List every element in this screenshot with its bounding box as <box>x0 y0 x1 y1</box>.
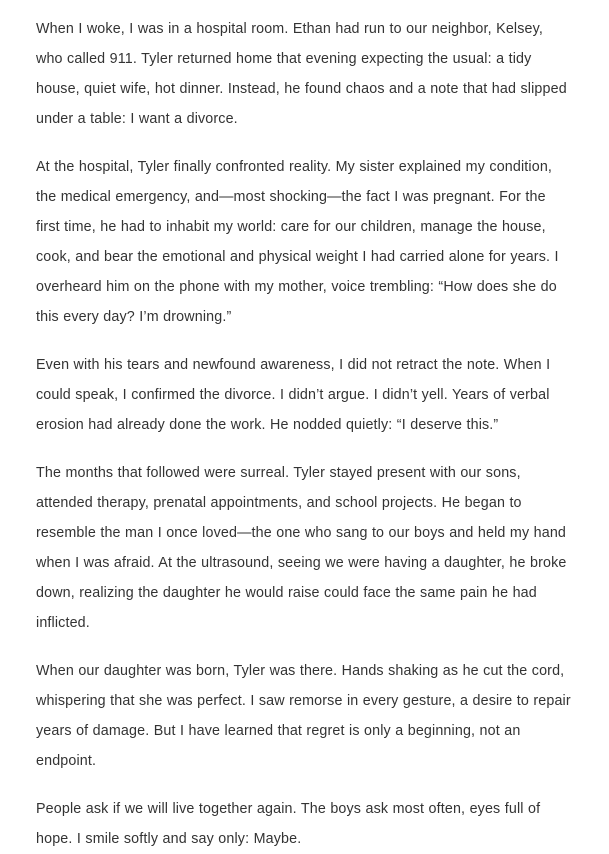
paragraph: People ask if we will live together again. The boys ask most often, eyes full of hope. I smile softly and say only: Maybe. <box>36 801 541 847</box>
paragraph: When our daughter was born, Tyler was there. Hands shaking as he cut the cord, whispering that she was perfect. I saw remorse in every gesture, a desire to repair years of damage. But I have learned that regret is only a beginning, not an endpoint. <box>36 663 571 769</box>
paragraph: The months that followed were surreal. Tyler stayed present with our sons, attended therapy, prenatal appointments, and school projects. He began to resemble the man I once loved—the one who sang to our boys and held my hand when I was afraid. At the ultrasound, seeing we were having a daughter, he broke down, realizing the daughter he would raise could face the same pain he had inflicted. <box>36 465 567 631</box>
article-body <box>36 14 573 854</box>
paragraph: Even with his tears and newfound awareness, I did not retract the note. When I could speak, I confirmed the divorce. I didn’t argue. I didn’t yell. Years of verbal erosion had already done the work. He nodded quietly: “I deserve this.” <box>36 357 551 433</box>
paragraph: At the hospital, Tyler finally confronted reality. My sister explained my condition, the medical emergency, and—most shocking—the fact I was pregnant. For the first time, he had to inhabit my world: care for our children, manage the house, cook, and bear the emotional and physical weight I had carried alone for years. I overheard him on the phone with my mother, voice trembling: “How does she do this every day? I’m drowning.” <box>36 159 559 325</box>
paragraph: When I woke, I was in a hospital room. Ethan had run to our neighbor, Kelsey, who called 911. Tyler returned home that evening expecting the usual: a tidy house, quiet wife, hot dinner. Instead, he found chaos and a note that had slipped under a table: I want a divorce. <box>36 21 567 127</box>
